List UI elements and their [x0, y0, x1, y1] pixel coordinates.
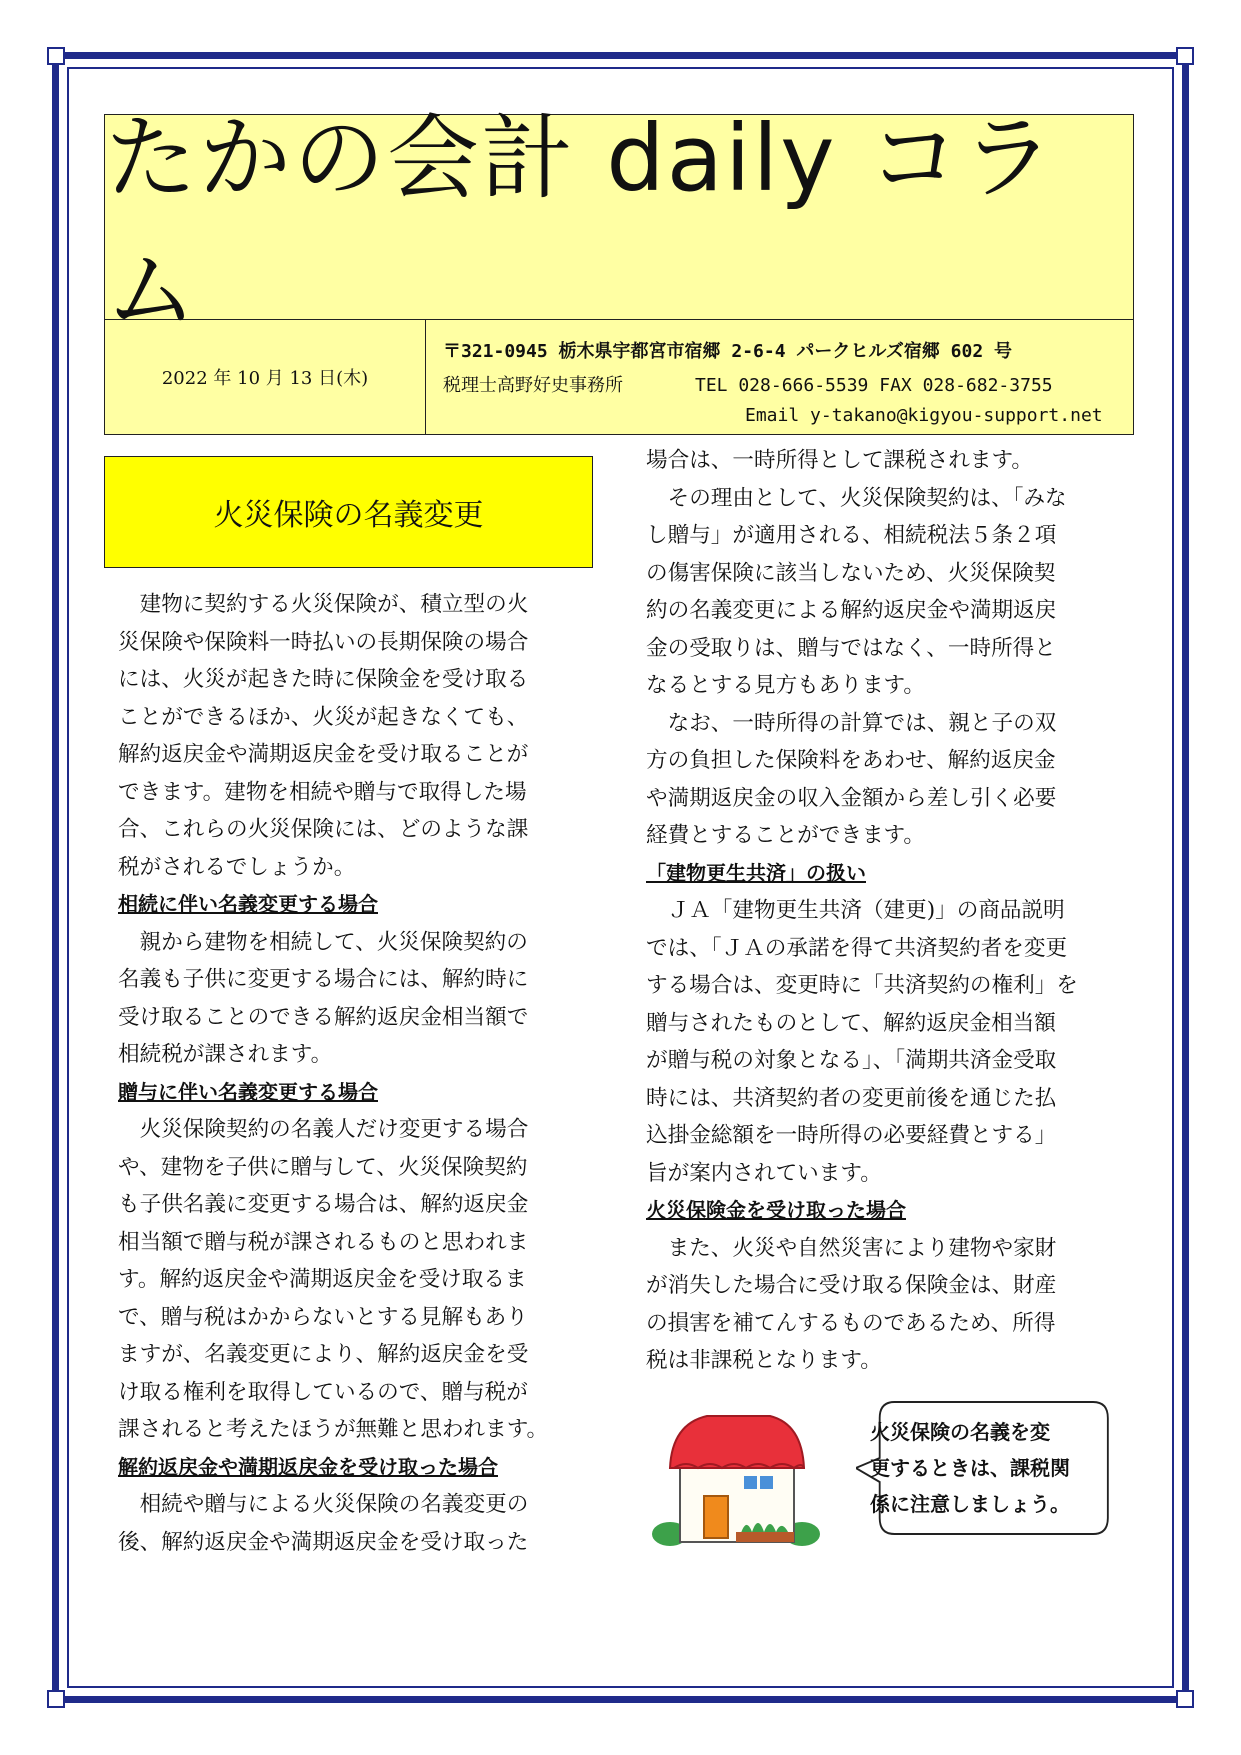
body-line: の損害を補てんするものであるため、所得 [646, 1310, 1056, 1336]
contact-block [427, 319, 1133, 434]
body-line: その理由として、火災保険契約は、「みな [646, 485, 1067, 511]
house-illustration [652, 1404, 822, 1554]
body-line: 解約返戻金や満期返戻金を受け取ることが [118, 742, 529, 767]
body-line: も子供名義に変更する場合は、解約返戻金 [118, 1192, 529, 1217]
body-line: 税は非課税となります。 [646, 1348, 882, 1373]
border-corner-ornament [1176, 47, 1194, 65]
speech-bubble-text [870, 1414, 1110, 1522]
body-line: 旨が案内されています。 [646, 1160, 882, 1186]
body-line: 経費とすることができます。 [646, 823, 925, 848]
body-line: できます。建物を相続や贈与で取得した場 [118, 779, 527, 805]
body-line: 後、解約返戻金や満期返戻金を受け取った [118, 1529, 529, 1555]
body-line: 相続や贈与による火災保険の名義変更の [118, 1492, 529, 1517]
section-heading: 火災保険金を受け取った場合 [646, 1198, 906, 1222]
body-line: 火災保険契約の名義人だけ変更する場合 [118, 1117, 529, 1142]
window-icon [760, 1476, 773, 1489]
right-column [646, 442, 1130, 1380]
body-line: の傷害保険に該当しないため、火災保険契 [646, 560, 1056, 586]
body-line: 込掛金総額を一時所得の必要経費とする」 [646, 1123, 1057, 1148]
section-heading: 「建物更生共済」の扱い [646, 860, 866, 885]
body-line: 場合は、一時所得として課税されます。 [646, 448, 1033, 473]
bubble-line: 火災保険の名義を変 [870, 1420, 1050, 1444]
body-line: 相続税が課されます。 [118, 1042, 333, 1067]
tel-fax: TEL 028-666-5539 FAX 028-682-3755 [695, 375, 1053, 396]
body-line: なお、一時所得の計算では、親と子の双 [646, 710, 1057, 736]
email-address: Email y-takano@kigyou-support.net [745, 405, 1103, 426]
issue-date: 2022 年 10 月 13 日(木) [105, 319, 426, 434]
newsletter-header [104, 105, 1134, 435]
body-line: が贈与税の対象となる」、「満期共済金受取 [646, 1048, 1057, 1073]
border-corner-ornament [1176, 1690, 1194, 1708]
newsletter-title: たかの会計 daily コラム [105, 105, 1056, 344]
body-line: け取る権利を取得しているので、贈与税が [118, 1379, 528, 1405]
body-line: 災保険や保険料一時払いの長期保険の場合 [118, 629, 529, 655]
section-heading: 解約返戻金や満期返戻金を受け取った場合 [118, 1454, 498, 1479]
body-line: し贈与」が適用される、相続税法５条２項 [646, 523, 1057, 548]
body-line: で、贈与税はかからないとする見解もあり [118, 1304, 528, 1330]
body-line: また、火災や自然災害により建物や家財 [646, 1235, 1057, 1261]
section-heading: 贈与に伴い名義変更する場合 [118, 1079, 378, 1104]
body-line: や満期返戻金の収入金額から差し引く必要 [646, 785, 1057, 811]
body-line: 建物に契約する火災保険が、積立型の火 [118, 592, 529, 617]
body-line: する場合は、変更時に「共済契約の権利」を [646, 973, 1078, 998]
body-line: が消失した場合に受け取る保険金は、財産 [646, 1273, 1057, 1298]
body-line: や、建物を子供に贈与して、火災保険契約 [118, 1154, 528, 1180]
body-line: 約の名義変更による解約返戻金や満期返戻 [646, 598, 1057, 623]
border-corner-ornament [47, 47, 65, 65]
planter-icon [736, 1532, 794, 1542]
topic-title-box [104, 456, 593, 568]
body-line: ＪＡ「建物更生共済（建更)」の商品説明 [646, 898, 1065, 923]
body-line: には、火災が起きた時に保険金を受け取る [118, 667, 529, 692]
body-line: 税がされるでしょうか。 [118, 854, 356, 880]
body-line: ますが、名義変更により、解約返戻金を受 [118, 1342, 529, 1367]
body-line: 贈与されたものとして、解約返戻金相当額 [646, 1010, 1056, 1036]
border-corner-ornament [47, 1690, 65, 1708]
left-column [118, 586, 602, 1561]
window-icon [744, 1476, 757, 1489]
body-line: なるとする見方もあります。 [646, 673, 925, 698]
body-line: では、「ＪＡの承諾を得て共済契約者を変更 [646, 935, 1068, 961]
body-line: 受け取ることのできる解約返戻金相当額で [118, 1004, 529, 1030]
door-icon [704, 1496, 728, 1538]
body-line: 金の受取りは、贈与ではなく、一時所得と [646, 635, 1056, 661]
body-line: 時には、共済契約者の変更前後を通じた払 [646, 1085, 1057, 1111]
body-line: す。解約返戻金や満期返戻金を受け取るま [118, 1267, 527, 1292]
body-line: 課されると考えたほうが無難と思われます。 [118, 1417, 549, 1442]
body-line: 名義も子供に変更する場合には、解約時に [118, 967, 529, 992]
body-line: ことができるほか、火災が起きなくても、 [118, 704, 529, 730]
bubble-line: 更するときは、課税関 [870, 1456, 1070, 1480]
body-line: 相当額で贈与税が課されるものと思われま [118, 1229, 529, 1255]
body-line: 親から建物を相続して、火災保険契約の [118, 929, 528, 955]
bubble-line: 係に注意しましょう。 [870, 1492, 1070, 1516]
topic-title: 火災保険の名義変更 [213, 498, 484, 533]
office-name: 税理士高野好史事務所 [443, 375, 623, 396]
roof-icon [670, 1416, 804, 1468]
postal-address: 〒321-0945 栃木県宇都宮市宿郷 2-6-4 パークヒルズ宿郷 602 号 [443, 341, 1013, 362]
title-area [105, 105, 1133, 344]
office-line [443, 371, 1053, 397]
body-line: 合、これらの火災保険には、どのような課 [118, 817, 529, 842]
section-heading: 相続に伴い名義変更する場合 [118, 892, 378, 916]
body-line: 方の負担した保険料をあわせ、解約返戻金 [646, 748, 1056, 773]
